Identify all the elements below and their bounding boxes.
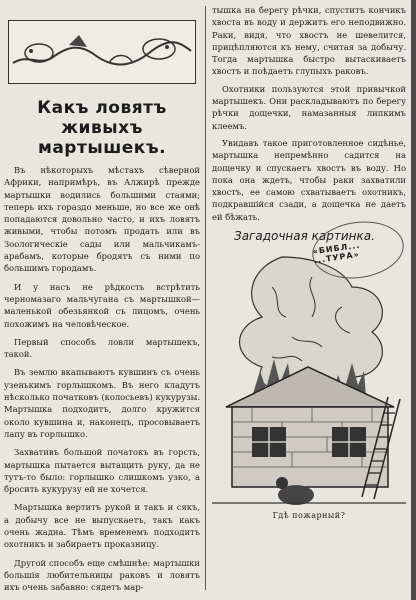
paragraph: Увидавъ такое приготовленное сидѣнье, мартышка непремѣнно садится на дощечку и спускаетъ хвостъ въ воду. Но пока она ждетъ, чтобы раки захватили хвостъ, ее самою схватываетъ охотникъ, подкравшійся сзади, а дощечка не даетъ ей бѣжать. <box>212 137 406 222</box>
paragraph: Мартышка вертитъ рукой и такъ и сякъ, а добычу все не выпускаетъ, такъ какъ очень жадна. Тѣмъ временемъ подходитъ охотникъ и забираетъ проказницу. <box>4 502 200 550</box>
column-divider <box>205 6 206 590</box>
burning-house-illustration <box>212 247 406 509</box>
page-edge <box>411 0 416 600</box>
illustration-caption: Гдѣ пожарный? <box>272 511 346 521</box>
burning-house-illustration-icon <box>212 247 406 509</box>
paragraph: тышка на берегу рѣчки, спуститъ кончикъ хвоста въ воду и держитъ его неподвижно. Раки, видя, что хвостъ не шевелится, прицѣпляются къ нему, считая за добычу. Тогда мартышка быстро вытаскиваетъ хвостъ и поѣдаетъ глупыхъ раковъ. <box>212 5 406 77</box>
vignette-illustration <box>8 20 196 84</box>
paragraph: Въ нѣкоторыхъ мѣстахъ сѣверной Африки, напримѣръ, въ Алжирѣ прежде мартышки водились большими стаями; теперь ихъ гораздо меньше, но все же онѣ попадаются довольно часто, и ихъ ловятъ живыми, чтобы потомъ продать или въ Зоологическіе сады или мальчикамъ-арабамъ, которые бродятъ съ ними по большимъ городамъ. <box>4 165 200 274</box>
right-column <box>212 4 406 520</box>
puzzle-title: Загадочная картинка. <box>234 229 375 244</box>
vignette-illustration-icon <box>9 23 195 81</box>
article-title: Какъ ловятъ живыхъ мартышекъ. <box>37 98 167 158</box>
paragraph: Охотники пользуются этой привычкой мартышекъ. Они раскладываютъ по берегу рѣчки дощечки, намазанныя липкимъ клеемъ. <box>212 83 406 131</box>
left-column <box>4 6 200 600</box>
stamp-text: «БИБЛ... ...ТУРА» <box>312 240 361 266</box>
paragraph: И у насъ не рѣдкость встрѣтить черномазаго мальчугана съ мартышкой—маленькой обезьянкой съ лицомъ, очень похожимъ на человѣческое. <box>4 281 200 329</box>
paragraph: Другой способъ еще смѣшнѣе: мартышки большія любительницы раковъ и ловятъ ихъ очень забавно: сядетъ мар- <box>4 557 200 593</box>
paragraph: Въ землю вкапываютъ кувшинъ съ очень узенькимъ горлышкомъ. Въ него кладутъ нѣсколько початковъ (колосьевъ) кукурузы. Мартышка подходитъ, долго кружится около кувшина и, наконецъ, просовываетъ лапу въ горлышко. <box>4 367 200 439</box>
paragraph: Захвативъ большой початокъ въ горсть, мартышка пытается вытащить руку, да не тутъ-то было: горлышко слишкомъ узко, а бросить кукурузу ей не хочется. <box>4 447 200 495</box>
paragraph: Первый способъ ловли мартышекъ, такой. <box>4 336 200 360</box>
